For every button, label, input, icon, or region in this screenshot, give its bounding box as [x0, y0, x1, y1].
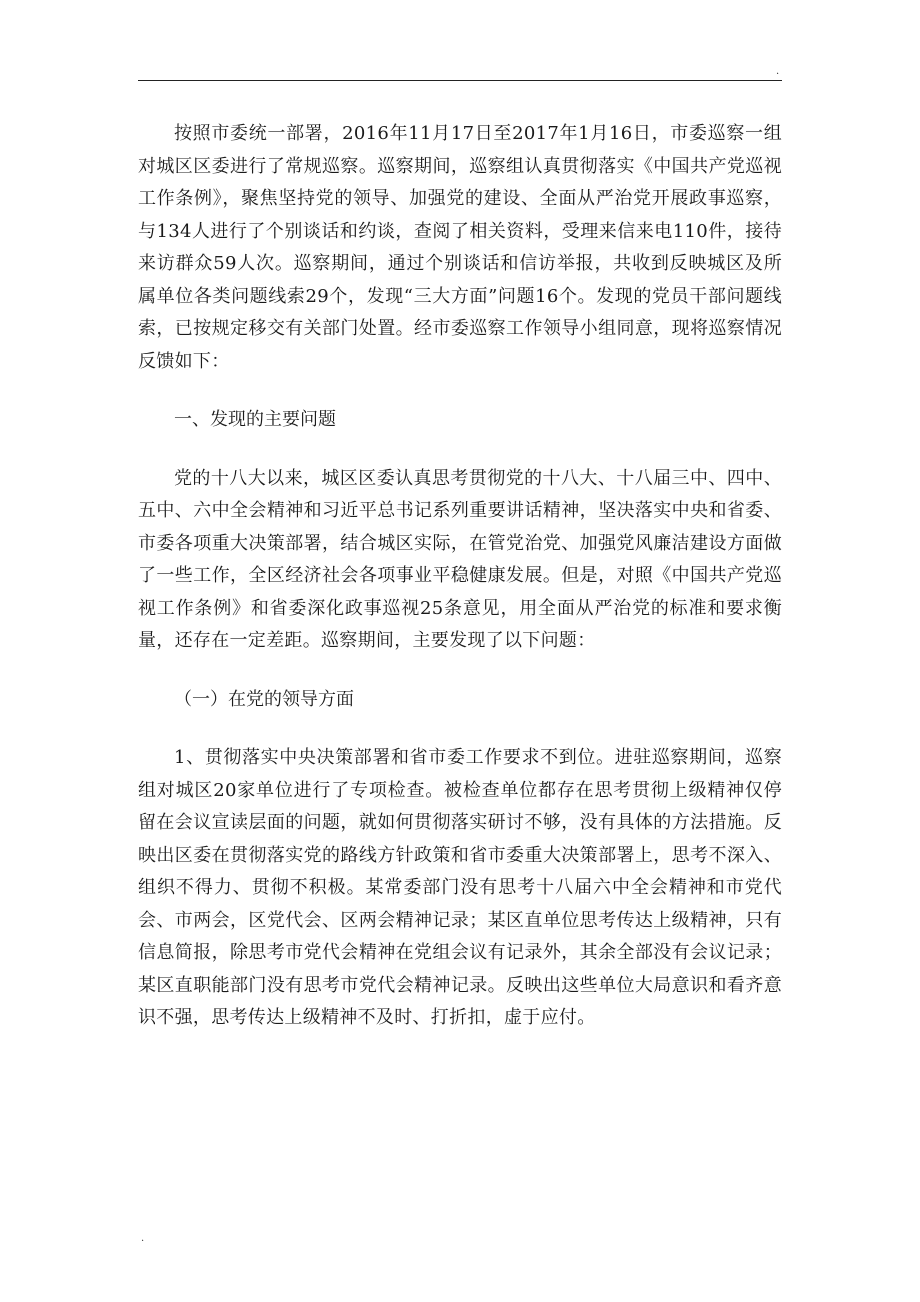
subsection-heading-1: （一）在党的领导方面	[174, 688, 354, 710]
intro-paragraph: 按照市委统一部署，2016年11月17日至2017年1月16日，市委巡察一组对城区区委进行了常规巡察。巡察期间，巡察组认真贯彻落实《中国共产党巡视工作条例》，聚焦坚持党的领导、加强党的建设、全面从严治党开展政事巡察，与134人进行了个别谈话和约谈，查阅了相关资料，受理来信来电110件，接待来访群众59人次。巡察期间，通过个别谈话和信访举报，共收到反映城区及所属单位各类问题线索29个，发现“三大方面”问题16个。发现的党员干部问题线索，已按规定移交有关部门处置。经市委巡察工作领导小组同意，现将巡察情况反馈如下：	[138, 123, 782, 372]
document-body	[138, 118, 782, 1061]
footer-corner-mark: .	[141, 1233, 145, 1244]
header-corner-mark: .	[776, 66, 780, 77]
section-heading-1: 一、发现的主要问题	[174, 409, 336, 430]
overview-paragraph: 党的十八大以来，城区区委认真思考贯彻党的十八大、十八届三中、四中、五中、六中全会精神和习近平总书记系列重要讲话精神，坚决落实中央和省委、市委各项重大决策部署，结合城区实际，在管党治党、加强党风廉洁建设方面做了一些工作，全区经济社会各项事业平稳健康发展。但是，对照《中国共产党巡视工作条例》和省委深化政事巡视25条意见，用全面从严治党的标准和要求衡量，还存在一定差距。巡察期间，主要发现了以下问题：	[138, 467, 782, 651]
issue-1-paragraph: 1、贯彻落实中央决策部署和省市委工作要求不到位。进驻巡察期间，巡察组对城区20家单位进行了专项检查。被检查单位都存在思考贯彻上级精神仅停留在会议宣读层面的问题，就如何贯彻落实研讨不够，没有具体的方法措施。反映出区委在贯彻落实党的路线方针政策和省市委重大决策部署上，思考不深入、组织不得力、贯彻不积极。某常委部门没有思考十八届六中全会精神和市党代会、市两会，区党代会、区两会精神记录；某区直单位思考传达上级精神，只有信息简报，除思考市党代会精神在党组会议有记录外，其余全部没有会议记录；某区直职能部门没有思考市党代会精神记录。反映出这些单位大局意识和看齐意识不强，思考传达上级精神不及时、打折扣，虚于应付。	[138, 747, 782, 1028]
header-rule	[138, 80, 782, 81]
